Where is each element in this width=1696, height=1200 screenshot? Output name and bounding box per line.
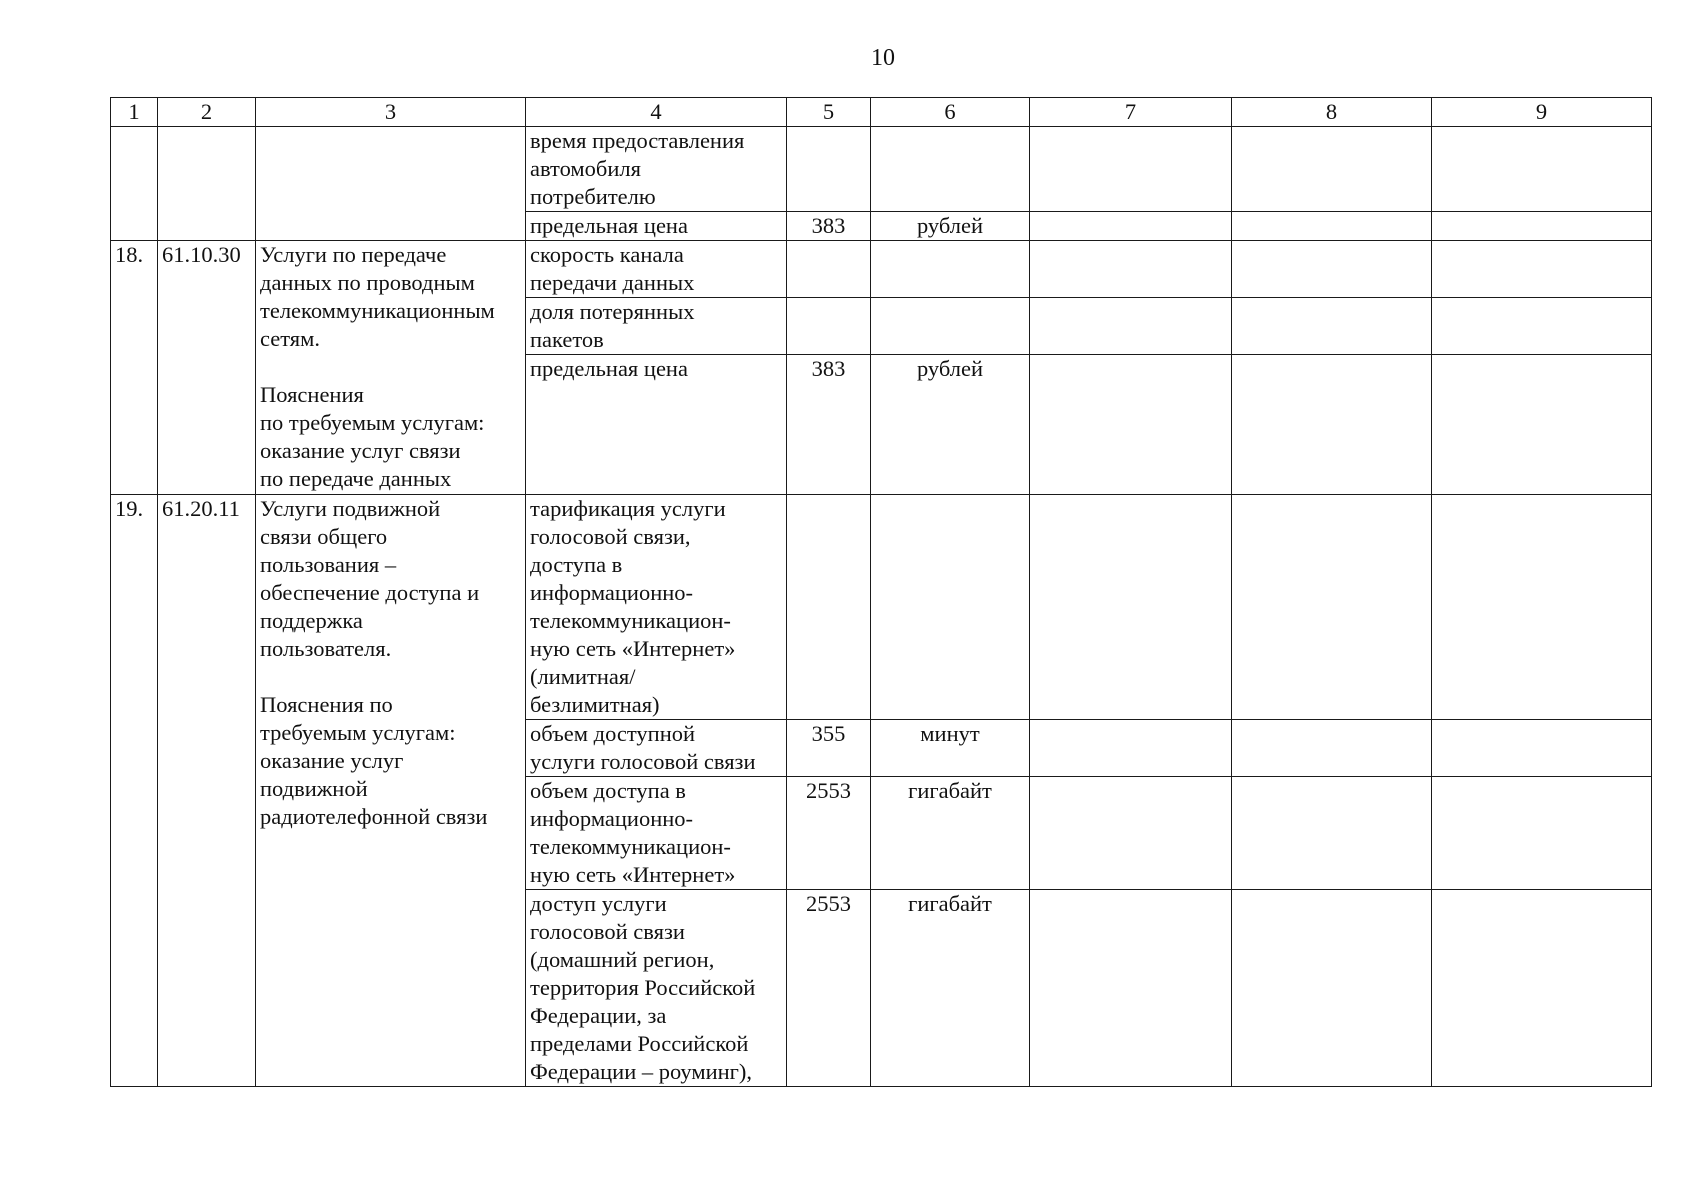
value-cell-8 [1232, 495, 1432, 720]
characteristic-name-cell: доступ услуги голосовой связи (домашний регион, территория Российской Федерации, за пределами Российской Федерации – роуминг), [526, 890, 787, 1087]
value-cell-9 [1432, 127, 1652, 212]
value-cell-9 [1432, 241, 1652, 298]
okpd-code-cell: 61.20.11 [158, 495, 256, 1087]
col-header-8: 8 [1232, 98, 1432, 127]
unit-name-cell: рублей [871, 212, 1030, 241]
characteristic-name-cell: скорость канала передачи данных [526, 241, 787, 298]
characteristic-name-cell: время предоставления автомобиля потребителю [526, 127, 787, 212]
okei-code-cell [787, 127, 871, 212]
unit-name-cell [871, 241, 1030, 298]
value-cell-8 [1232, 355, 1432, 495]
value-cell-8 [1232, 241, 1432, 298]
col-header-4: 4 [526, 98, 787, 127]
okpd-code-cell: 61.10.30 [158, 241, 256, 495]
unit-name-cell: гигабайт [871, 777, 1030, 890]
value-cell-7 [1030, 241, 1232, 298]
value-cell-8 [1232, 298, 1432, 355]
characteristic-name-cell: тарификация услуги голосовой связи, доступа в информационно- телекоммуникацион- ную сеть «Интернет» (лимитная/ безлимитная) [526, 495, 787, 720]
okei-code-cell [787, 298, 871, 355]
col-header-9: 9 [1432, 98, 1652, 127]
col-header-7: 7 [1030, 98, 1232, 127]
value-cell-8 [1232, 890, 1432, 1087]
table-row [111, 127, 1652, 212]
value-cell-7 [1030, 298, 1232, 355]
col-header-3: 3 [256, 98, 526, 127]
characteristic-name-cell: объем доступа в информационно- телекоммуникацион- ную сеть «Интернет» [526, 777, 787, 890]
col-header-5: 5 [787, 98, 871, 127]
value-cell-9 [1432, 355, 1652, 495]
value-cell-8 [1232, 777, 1432, 890]
header-row [111, 98, 1652, 127]
characteristic-name-cell: объем доступной услуги голосовой связи [526, 720, 787, 777]
value-cell-9 [1432, 890, 1652, 1087]
value-cell-7 [1030, 495, 1232, 720]
row-number-cell [111, 127, 158, 241]
okei-code-cell: 355 [787, 720, 871, 777]
col-header-2: 2 [158, 98, 256, 127]
unit-name-cell: минут [871, 720, 1030, 777]
value-cell-8 [1232, 212, 1432, 241]
service-description-cell: Услуги по передаче данных по проводным телекоммуникационным сетям. Пояснения по требуемым услугам: оказание услуг связи по передаче данных [256, 241, 526, 495]
characteristic-name-cell: предельная цена [526, 355, 787, 495]
value-cell-9 [1432, 212, 1652, 241]
value-cell-7 [1030, 212, 1232, 241]
value-cell-9 [1432, 720, 1652, 777]
requirements-table [110, 97, 1652, 1087]
value-cell-8 [1232, 127, 1432, 212]
characteristic-name-cell: доля потерянных пакетов [526, 298, 787, 355]
service-description-cell [256, 127, 526, 241]
unit-name-cell [871, 495, 1030, 720]
value-cell-7 [1030, 720, 1232, 777]
row-number-cell: 19. [111, 495, 158, 1087]
okei-code-cell: 383 [787, 212, 871, 241]
unit-name-cell: рублей [871, 355, 1030, 495]
service-description-cell: Услуги подвижной связи общего пользования – обеспечение доступа и поддержка пользователя. Пояснения по требуемым услугам: оказание услуг подвижной радиотелефонной связи [256, 495, 526, 1087]
okei-code-cell: 2553 [787, 777, 871, 890]
value-cell-7 [1030, 355, 1232, 495]
value-cell-9 [1432, 777, 1652, 890]
value-cell-8 [1232, 720, 1432, 777]
unit-name-cell [871, 298, 1030, 355]
col-header-6: 6 [871, 98, 1030, 127]
unit-name-cell: гигабайт [871, 890, 1030, 1087]
value-cell-7 [1030, 777, 1232, 890]
okei-code-cell [787, 495, 871, 720]
okei-code-cell: 2553 [787, 890, 871, 1087]
value-cell-9 [1432, 298, 1652, 355]
value-cell-9 [1432, 495, 1652, 720]
value-cell-7 [1030, 890, 1232, 1087]
row-number-cell: 18. [111, 241, 158, 495]
table-row [111, 495, 1652, 720]
okpd-code-cell [158, 127, 256, 241]
unit-name-cell [871, 127, 1030, 212]
page-number: 10 [871, 45, 895, 71]
characteristic-name-cell: предельная цена [526, 212, 787, 241]
value-cell-7 [1030, 127, 1232, 212]
okei-code-cell [787, 241, 871, 298]
col-header-1: 1 [111, 98, 158, 127]
table-row [111, 241, 1652, 298]
okei-code-cell: 383 [787, 355, 871, 495]
